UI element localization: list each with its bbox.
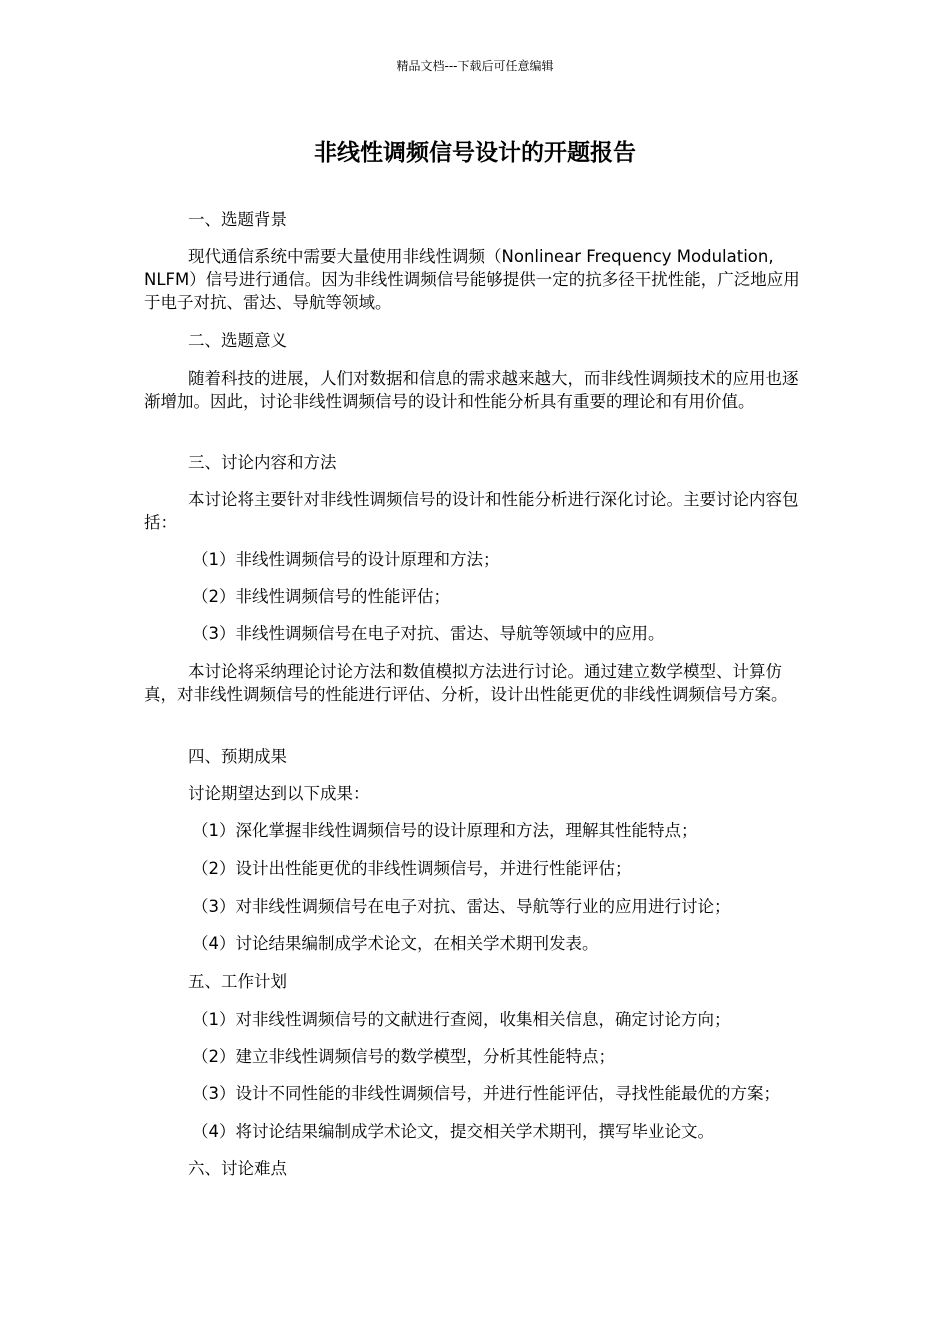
section-4-item-3 — [144, 895, 806, 918]
section-6-heading-block — [144, 1157, 806, 1180]
section-3-method-block — [144, 660, 806, 706]
list-item: （4）讨论结果编制成学术论文，在相关学术期刊发表。 — [192, 934, 599, 953]
section-5-item-1 — [144, 1008, 806, 1031]
section-1-heading-block — [144, 208, 806, 231]
section-paragraph: 本讨论将采纳理论讨论方法和数值模拟方法进行讨论。通过建立数学模型、计算仿真，对非线性调频信号的性能进行评估、分析，设计出性能更优的非线性调频信号方案。 — [144, 662, 788, 704]
list-item: （2）非线性调频信号的性能评估； — [192, 587, 450, 606]
section-4-item-2 — [144, 857, 806, 880]
section-4-intro-block — [144, 782, 806, 805]
list-item: （4）将讨论结果编制成学术论文，提交相关学术期刊，撰写毕业论文。 — [192, 1122, 714, 1141]
document-title: 非线性调频信号设计的开题报告 — [314, 140, 636, 166]
section-paragraph: 现代通信系统中需要大量使用非线性调频（Nonlinear Frequency Modulation, NLFM）信号进行通信。因为非线性调频信号能够提供一定的抗多径干扰性能，广泛地应用于电子对抗、雷达、导航等领域。 — [144, 247, 800, 312]
section-3-item-1 — [144, 548, 806, 571]
list-item: （3）设计不同性能的非线性调频信号，并进行性能评估，寻找性能最优的方案； — [192, 1084, 780, 1103]
section-3-item-3 — [144, 622, 806, 645]
section-4-item-4 — [144, 932, 806, 955]
list-item: （3）非线性调频信号在电子对抗、雷达、导航等领域中的应用。 — [192, 624, 665, 643]
section-5-item-2 — [144, 1045, 806, 1068]
section-3-item-2 — [144, 585, 806, 608]
section-5-heading-block — [144, 970, 806, 993]
section-heading: 二、选题意义 — [188, 331, 287, 350]
list-item: （3）对非线性调频信号在电子对抗、雷达、导航等行业的应用进行讨论； — [192, 897, 731, 916]
section-heading: 四、预期成果 — [188, 747, 287, 766]
section-5-item-4 — [144, 1120, 806, 1143]
section-paragraph: 随着科技的进展，人们对数据和信息的需求越来越大，而非线性调频技术的应用也逐渐增加。因此，讨论非线性调频信号的设计和性能分析具有重要的理论和有用价值。 — [144, 369, 799, 411]
section-1-paragraph-block — [144, 245, 806, 314]
page-header: 精品文档---下载后可任意编辑 — [396, 59, 554, 73]
list-item: （2）建立非线性调频信号的数学模型，分析其性能特点； — [192, 1047, 615, 1066]
list-item: （1）非线性调频信号的设计原理和方法； — [192, 550, 500, 569]
section-heading: 一、选题背景 — [188, 210, 287, 229]
section-3-heading-block — [144, 451, 806, 474]
list-item: （1）对非线性调频信号的文献进行查阅，收集相关信息，确定讨论方向； — [192, 1010, 731, 1029]
list-item: （1）深化掌握非线性调频信号的设计原理和方法，理解其性能特点； — [192, 821, 698, 840]
section-paragraph: 本讨论将主要针对非线性调频信号的设计和性能分析进行深化讨论。主要讨论内容包括： — [144, 490, 799, 532]
section-4-item-1 — [144, 819, 806, 842]
section-3-intro-block — [144, 488, 806, 534]
section-heading: 六、讨论难点 — [188, 1159, 287, 1178]
section-5-item-3 — [144, 1082, 806, 1105]
section-heading: 五、工作计划 — [188, 972, 287, 991]
section-2-heading-block — [144, 329, 806, 352]
section-heading: 三、讨论内容和方法 — [188, 453, 337, 472]
section-paragraph: 讨论期望达到以下成果： — [188, 784, 370, 803]
section-4-heading-block — [144, 745, 806, 768]
section-2-paragraph-block — [144, 367, 806, 413]
list-item: （2）设计出性能更优的非线性调频信号，并进行性能评估； — [192, 859, 632, 878]
